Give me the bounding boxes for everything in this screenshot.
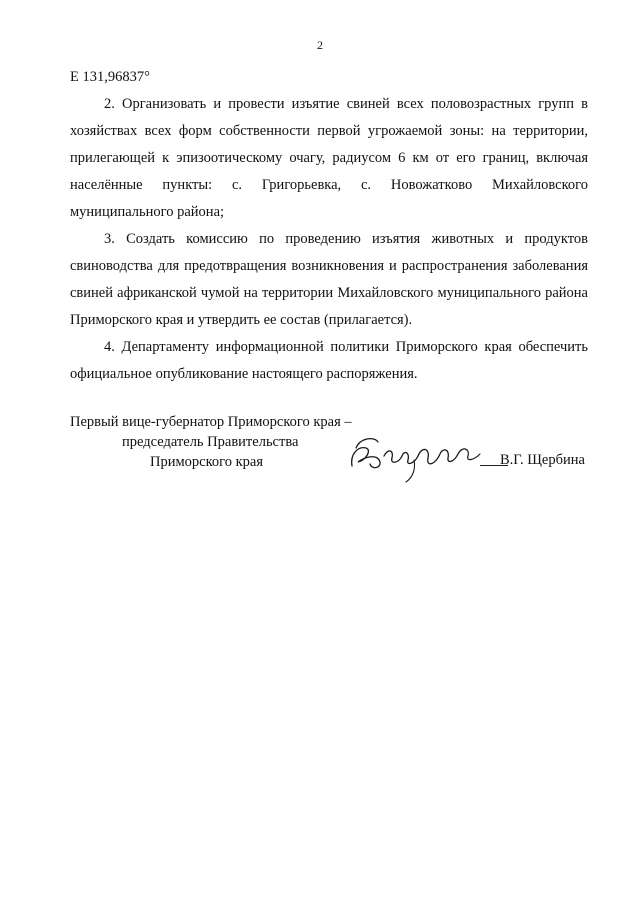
document-body <box>70 64 588 388</box>
page-number: 2 <box>317 38 323 52</box>
handwritten-signature <box>344 426 494 486</box>
signer-title-line-2: председатель Правительства <box>122 434 299 450</box>
signer-name: В.Г. Щербина <box>500 452 585 468</box>
paragraph-2: 2. Организовать и провести изъятие свиней всех половозрастных групп в хозяйствах всех форм собственности первой угрожаемой зоны: на территории, прилегающей к эпизоотическому очагу, радиусом 6 км от его границ, включая населённые пункты: с. Григорьевка, с. Новожатково Михайловского муниципального района; <box>70 96 588 220</box>
paragraph-4: 4. Департаменту информационной политики Приморского края обеспечить официальное опубликование настоящего распоряжения. <box>70 339 588 382</box>
signer-title-line-3: Приморского края <box>150 454 264 470</box>
paragraph-3: 3. Создать комиссию по проведению изъятия животных и продуктов свиноводства для предотвращения возникновения и распространения заболевания свиней африканской чумой на территории Михайловского муниципального района Приморского края и утвердить ее состав (прилагается). <box>70 231 588 328</box>
coordinate-line: Е 131,96837° <box>70 69 150 85</box>
signer-title-line-1: Первый вице-губернатор Приморского края – <box>70 414 352 430</box>
